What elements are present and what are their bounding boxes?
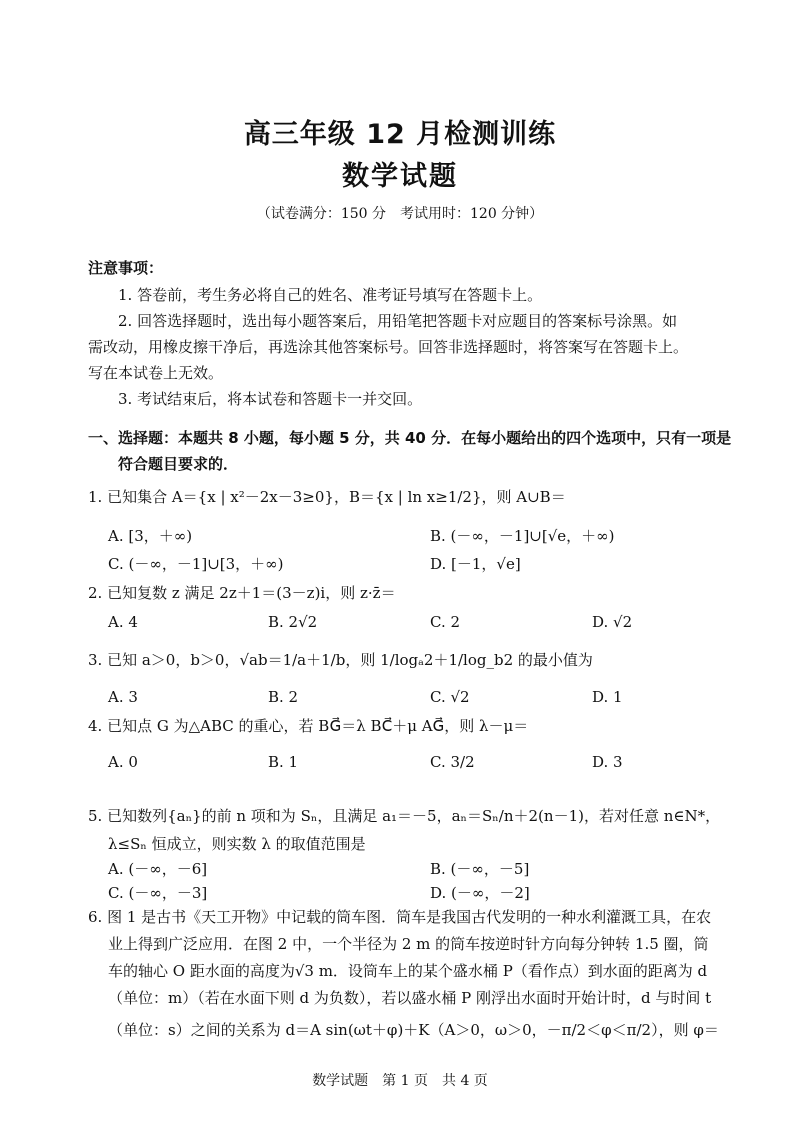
q1-option-c: C. (－∞，－1]∪[3，＋∞) [108, 555, 284, 573]
q4-option-b: B. 1 [268, 753, 299, 771]
q2-stem: 2. 已知复数 z 满足 2z＋1＝(3－z)i，则 z·z̄＝ [88, 584, 396, 602]
exam-title: 高三年级 12 月检测训练 [243, 119, 557, 150]
exam-subtitle: 数学试题 [342, 161, 458, 192]
q6-line-3: 车的轴心 O 距水面的高度为√3 m．设筒车上的某个盛水桶 P（看作点）到水面的距离为 d [108, 962, 708, 980]
q1-option-b: B. (－∞，－1]∪[√e，＋∞) [430, 527, 615, 545]
q3-option-a: A. 3 [108, 688, 138, 706]
q2-option-c: C. 2 [430, 613, 461, 631]
q3-option-d: D. 1 [592, 688, 623, 706]
section-heading-2: 符合题目要求的． [118, 455, 239, 473]
q6-line-4: （单位：m）（若在水面下则 d 为负数），若以盛水桶 P 刚浮出水面时开始计时，d 与时间 t [108, 989, 712, 1007]
q5-option-c: C. (－∞，－3] [108, 884, 208, 902]
q4-stem: 4. 已知点 G 为△ABC 的重心，若 BG⃗＝λ BC⃗＋μ AG⃗，则 λ－μ＝ [88, 717, 529, 735]
notice-line-1: 1. 答卷前，考生务必将自己的姓名、准考证号填写在答题卡上。 [118, 286, 543, 304]
q2-option-a: A. 4 [108, 613, 138, 631]
exam-meta: （试卷满分：150 分 考试用时：120 分钟） [256, 206, 544, 222]
q5-stem-line-2: λ≤Sₙ 恒成立，则实数 λ 的取值范围是 [108, 835, 366, 853]
q2-option-b: B. 2√2 [268, 613, 318, 631]
q4-option-a: A. 0 [108, 753, 138, 771]
q3-option-b: B. 2 [268, 688, 299, 706]
notice-heading: 注意事项： [88, 259, 164, 277]
notice-line-2b: 需改动，用橡皮擦干净后，再选涂其他答案标号。回答非选择题时，将答案写在答题卡上。 [88, 338, 689, 356]
q5-option-a: A. (－∞，－6] [108, 860, 208, 878]
q3-option-c: C. √2 [430, 688, 470, 706]
q6-line-5: （单位：s）之间的关系为 d＝A sin(ωt＋φ)＋K（A＞0，ω＞0，－π/2＜φ＜π/2），则 φ＝ [108, 1021, 719, 1039]
q1-stem: 1. 已知集合 A＝{x | x²－2x－3≥0}，B＝{x | ln x≥1/2}，则 A∪B＝ [88, 488, 566, 506]
page-footer: 数学试题 第 1 页 共 4 页 [312, 1073, 488, 1089]
q4-option-d: D. 3 [592, 753, 623, 771]
notice-line-3: 3. 考试结束后，将本试卷和答题卡一并交回。 [118, 390, 423, 408]
notice-line-2c: 写在本试卷上无效。 [88, 364, 224, 382]
q5-option-d: D. (－∞，－2] [430, 884, 530, 902]
q4-option-c: C. 3/2 [430, 753, 475, 771]
q5-option-b: B. (－∞，－5] [430, 860, 530, 878]
section-heading-1: 一、选择题：本题共 8 小题，每小题 5 分，共 40 分．在每小题给出的四个选项中，只有一项是 [88, 429, 732, 447]
q5-stem-line-1: 5. 已知数列{aₙ}的前 n 项和为 Sₙ，且满足 a₁＝－5，aₙ＝Sₙ/n＋2(n－1)，若对任意 n∈N*， [88, 807, 721, 825]
q3-stem: 3. 已知 a＞0，b＞0，√ab＝1/a＋1/b，则 1/logₐ2＋1/log_b2 的最小值为 [88, 651, 593, 669]
q1-option-a: A. [3，＋∞) [108, 527, 193, 545]
q6-line-2: 业上得到广泛应用．在图 2 中，一个半径为 2 m 的筒车按逆时针方向每分钟转 1.5 圈，筒 [108, 935, 709, 953]
q6-line-1: 6. 图 1 是古书《天工开物》中记载的筒车图．筒车是我国古代发明的一种水利灌溉工具，在农 [88, 908, 712, 926]
q1-option-d: D. [－1，√e] [430, 555, 521, 573]
notice-line-2a: 2. 回答选择题时，选出每小题答案后，用铅笔把答题卡对应题目的答案标号涂黑。如 [118, 312, 678, 330]
q2-option-d: D. √2 [592, 613, 633, 631]
